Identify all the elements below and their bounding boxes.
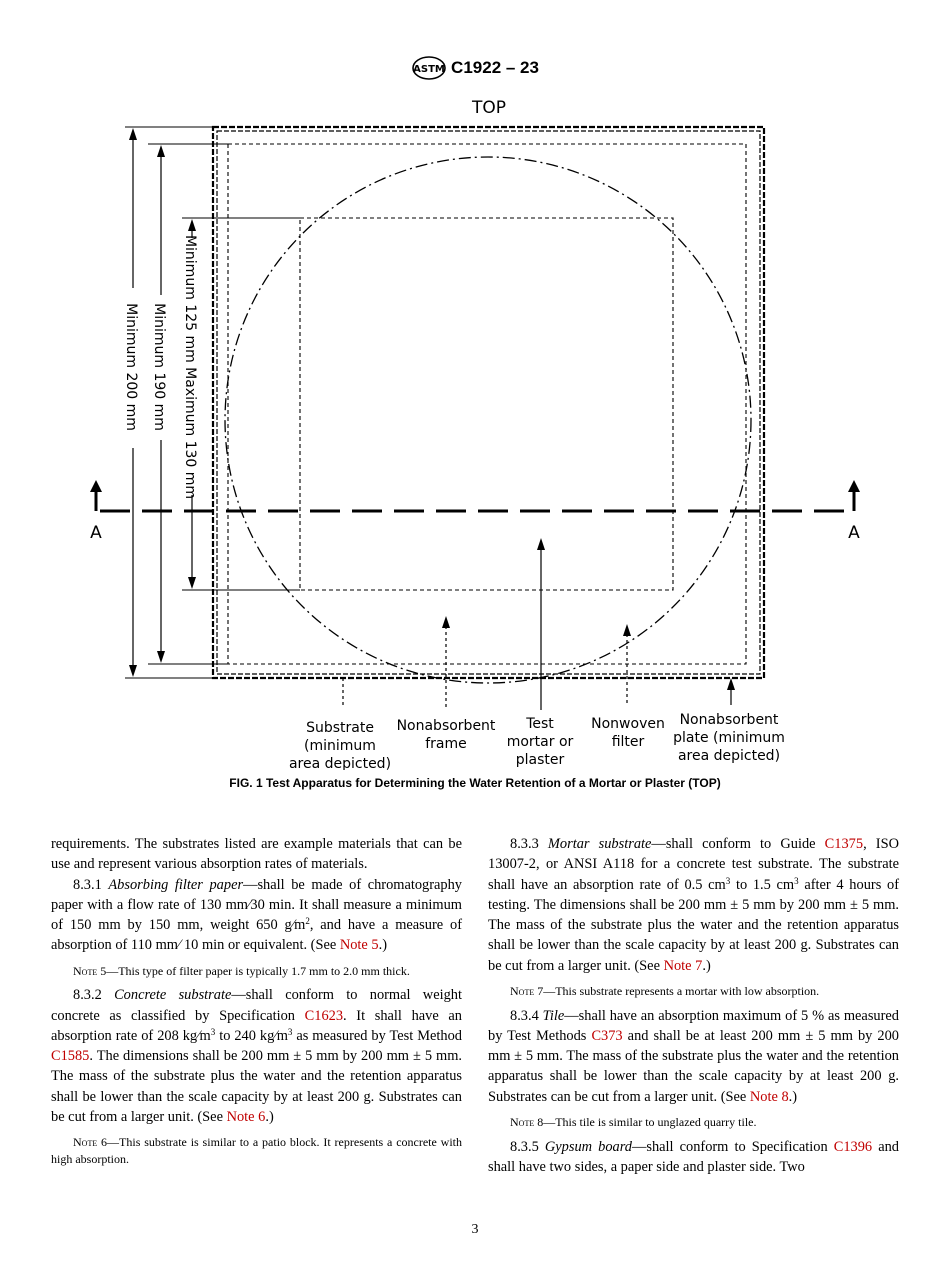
page-number: 3	[471, 1222, 479, 1237]
note-6: Note 6—This substrate is similar to a patio block. It represents a concrete with high absorption.	[51, 1135, 462, 1166]
page-header	[0, 56, 950, 80]
link-note-8[interactable]: Note 8	[749, 1088, 789, 1105]
callout-mortar-1: Test	[526, 716, 554, 732]
callout-mortar-2: mortar or	[506, 734, 574, 750]
callout-frame-2: frame	[425, 736, 467, 752]
link-c1623[interactable]: C1623	[304, 1007, 344, 1024]
dimension-inner	[182, 218, 300, 590]
note-7: Note 7—This substrate represents a mortar with low absorption.	[510, 984, 820, 999]
callout-plate-3: area depicted)	[677, 748, 781, 764]
callout-substrate-1: Substrate	[306, 720, 374, 736]
callout-plate-1: Nonabsorbent	[679, 712, 779, 728]
figure-caption: FIG. 1 Test Apparatus for Determining the Water Retention of a Mortar or Plaster (TOP)	[229, 776, 721, 790]
link-note-5[interactable]: Note 5	[339, 937, 379, 954]
callout-filter-1: Nonwoven	[591, 716, 665, 732]
dimension-outer-label: Minimum 200 mm	[123, 303, 139, 431]
link-c1396[interactable]: C1396	[833, 1138, 873, 1155]
substrate-outline	[228, 144, 746, 664]
dimension-inner-label: Minimum 125 mm Maximum 130 mm	[182, 234, 198, 500]
section-label-left: A	[90, 523, 102, 543]
link-note-6[interactable]: Note 6	[226, 1109, 266, 1126]
section-8-3-2: 8.3.2 Concrete substrate—shall conform to normal weight concrete as classified by Specification C1623. It shall have an absorption rate of 208 $kg⁄m^3$ to 240 $kg⁄m^3$ as measured by Test Method C1585. The dimensions shall be 200 mm ± 5 mm by 200 mm ± 5 mm. The mass of the substrate plus the water and the retention apparatus shall be lower than the scale capacity by at least 200 g. Substrates can be cut from a larger unit. (See Note 6.)	[51, 987, 462, 1126]
section-8-3-3: 8.3.3 Mortar substrate—shall conform to Guide C1375, ISO 13007-2, or ANSI A118 for a concrete test substrate. The substrate shall have an absorption rate of 0.5 $cm^3$ to 1.5 $cm^3$ after 4 hours of testing. The dimensions shall be 200 mm ± 5 mm by 200 mm ± 5 mm. The mass of the substrate plus the water and the retention apparatus shall be lower than the scale capacity by at least 200 g. Substrates can be cut from a larger unit. (See Note 7.)	[488, 836, 899, 974]
dimension-middle-label: Minimum 190 mm	[151, 303, 167, 431]
test-mortar-outline	[300, 218, 673, 590]
term-tile: Tile	[542, 1007, 565, 1024]
term-mortar-substrate: Mortar substrate	[547, 836, 652, 852]
link-c373[interactable]: C373	[591, 1027, 623, 1044]
section-arrow-right	[848, 480, 860, 511]
section-8-3-5: 8.3.5 Gypsum board—shall conform to Specification C1396 and shall have two sides, a paper side and plaster side. Two	[488, 1138, 899, 1175]
term-gypsum-board: Gypsum board	[544, 1138, 632, 1155]
nonwoven-filter-outline	[225, 157, 751, 683]
callout-mortar-3: plaster	[515, 752, 565, 768]
callout-labels	[289, 712, 785, 770]
link-note-7[interactable]: Note 7	[663, 957, 703, 974]
callout-filter-2: filter	[611, 734, 645, 750]
note-8: Note 8—This tile is similar to unglazed quarry tile.	[510, 1115, 757, 1130]
callout-substrate-2: (minimum	[304, 738, 376, 754]
callout-plate-2: plate (minimum	[673, 730, 785, 746]
paragraph-continuation: requirements. The substrates listed are example materials that can be use and represent various absorption rates of materials.	[51, 836, 462, 873]
section-8-3-1: 8.3.1 Absorbing filter paper—shall be made of chromatography paper with a flow rate of 130 mm⁄30 min. It shall measure a minimum of 150 mm by 150 mm, weight 650 $g⁄m^2$, and have a measure of absorption of 110 mm⁄ 10 min or equivalent. (See Note 5.)	[51, 876, 462, 954]
section-label-right: A	[848, 523, 860, 543]
section-arrow-left	[90, 480, 102, 511]
callout-frame-1: Nonabsorbent	[396, 718, 496, 734]
link-c1375[interactable]: C1375	[824, 836, 864, 852]
callout-substrate-3: area depicted)	[288, 756, 392, 770]
note-5: Note 5—This type of filter paper is typically 1.7 mm to 2.0 mm thick.	[73, 963, 410, 978]
astm-logo-icon	[411, 56, 447, 80]
svg-text:ASTM: ASTM	[413, 64, 445, 75]
link-c1585[interactable]: C1585	[51, 1048, 90, 1065]
section-8-3-4: 8.3.4 Tile—shall have an absorption maximum of 5 % as measured by Test Methods C373 and shall be at least 200 mm ± 5 mm by 200 mm ± 5 mm. The mass of the substrate plus the water and the retention apparatus shall be lower than the scale capacity by at least 200 g. Substrates can be cut from a larger unit. (See Note 8.)	[488, 1007, 899, 1105]
term-absorbing-filter-paper: Absorbing filter paper	[108, 876, 244, 893]
nonabsorbent-plate-outline	[213, 127, 764, 678]
term-concrete-substrate: Concrete substrate	[114, 987, 232, 1004]
view-label: TOP	[471, 98, 507, 118]
right-column	[488, 834, 899, 1177]
callout-leaders	[343, 538, 735, 710]
figure-1-diagram	[0, 90, 950, 770]
left-column	[51, 834, 462, 1173]
standard-designation: C1922 – 23	[451, 58, 539, 77]
